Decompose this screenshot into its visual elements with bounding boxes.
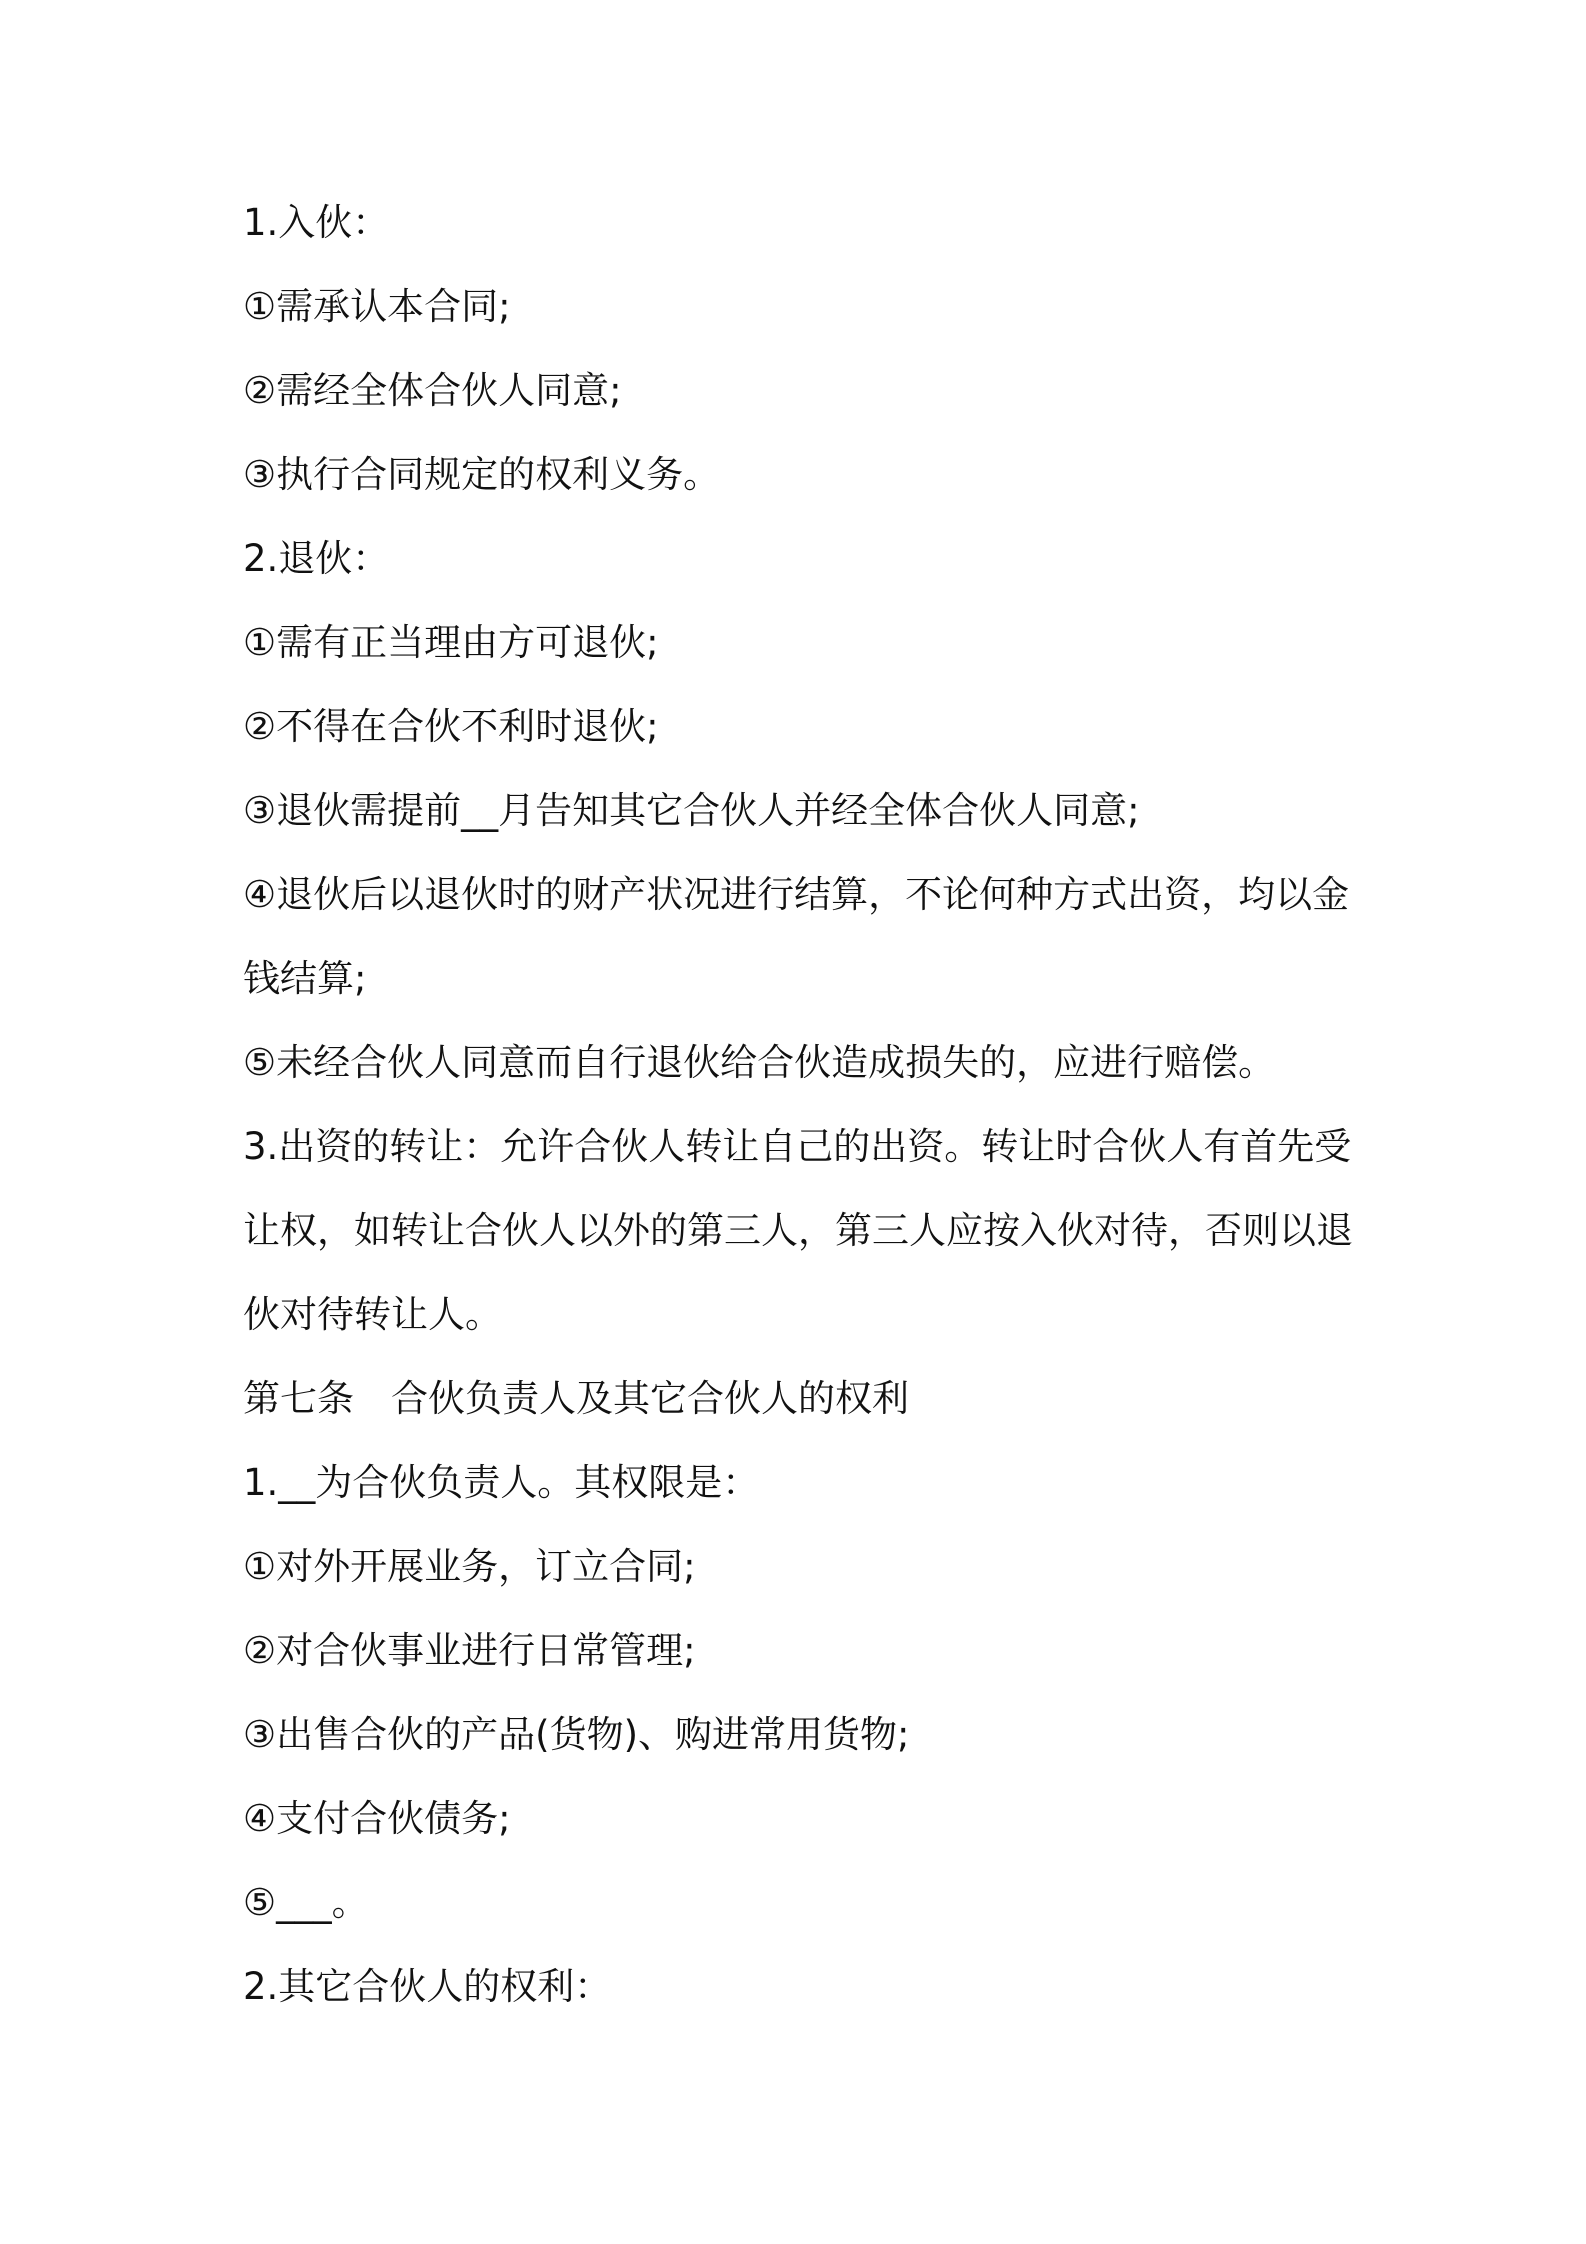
responsible-person-heading: 1.__为合伙负责人。其权限是： <box>243 1461 760 1504</box>
transfer-paragraph-line-3: 伙对待转让人。 <box>243 1293 502 1336</box>
joining-item-1: ①需承认本合同; <box>243 285 511 328</box>
authority-item-4: ④支付合伙债务; <box>243 1797 511 1840</box>
withdrawal-item-3: ③退伙需提前__月告知其它合伙人并经全体合伙人同意; <box>243 789 1140 832</box>
authority-item-5: ⑤___。 <box>243 1881 369 1924</box>
withdrawal-item-4-line-2: 钱结算; <box>243 957 367 1000</box>
authority-item-3: ③出售合伙的产品(货物)、购进常用货物; <box>243 1713 910 1756</box>
withdrawal-item-1: ①需有正当理由方可退伙; <box>243 621 659 664</box>
withdrawal-item-2: ②不得在合伙不利时退伙; <box>243 705 659 748</box>
other-partners-rights-heading: 2.其它合伙人的权利： <box>243 1965 612 2008</box>
withdrawal-item-4-line-1: ④退伙后以退伙时的财产状况进行结算，不论何种方式出资，均以金 <box>243 873 1350 916</box>
authority-item-1: ①对外开展业务，订立合同; <box>243 1545 696 1588</box>
clause-heading-withdrawal: 2.退伙： <box>243 537 390 580</box>
transfer-paragraph-line-1: 3.出资的转让：允许合伙人转让自己的出资。转让时合伙人有首先受 <box>243 1125 1352 1168</box>
clause-heading-joining: 1.入伙： <box>243 201 390 244</box>
joining-item-3: ③执行合同规定的权利义务。 <box>243 453 721 496</box>
withdrawal-item-5: ⑤未经合伙人同意而自行退伙给合伙造成损失的，应进行赔偿。 <box>243 1041 1276 1084</box>
transfer-paragraph-line-2: 让权，如转让合伙人以外的第三人，第三人应按入伙对待，否则以退 <box>243 1209 1353 1252</box>
article-seven-heading: 第七条 合伙负责人及其它合伙人的权利 <box>243 1377 909 1420</box>
authority-item-2: ②对合伙事业进行日常管理; <box>243 1629 696 1672</box>
joining-item-2: ②需经全体合伙人同意; <box>243 369 622 412</box>
